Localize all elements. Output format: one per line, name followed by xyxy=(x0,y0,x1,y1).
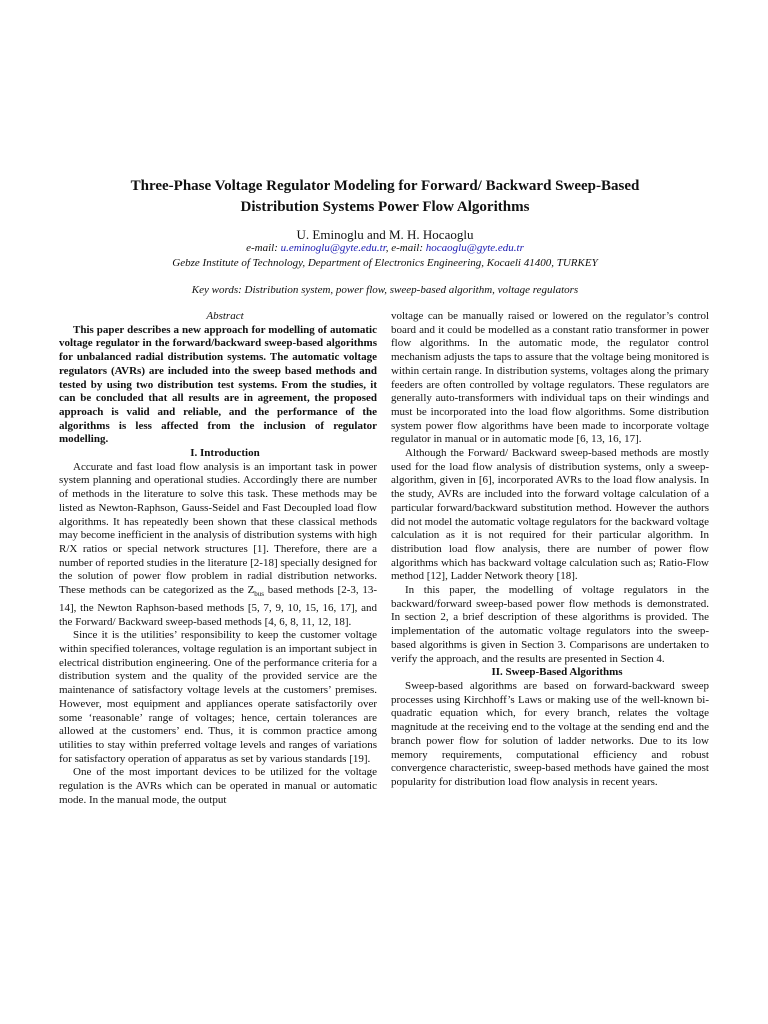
intro-paragraph-2: Since it is the utilities’ responsibility to keep the customer voltage within specified tolerances, voltage regulation is an important subject in electrical distribution engineering. One of the performance criteria for a distribution system and the quality of the provided service are the maintenance of satisfactory voltage levels at the customers’ premises. However, most equipment and appliances operate satisfactorily over some ‘reasonable’ range of voltages; hence, certain tolerances are allowed at the customers’ end. Thus, it is common practice among utilities to stay within preferred voltage levels and ranges of variations for satisfactory operation of apparatus as set by various standards [19]. xyxy=(59,629,377,765)
intro-paragraph-1 xyxy=(59,461,377,630)
author-affiliation: Gebze Institute of Technology, Department of Electronics Engineering, Kocaeli 41400, TURKEY xyxy=(172,257,598,269)
intro-paragraph-3: One of the most important devices to be utilized for the voltage regulation is the AVRs which can be operated in manual or automatic mode. In the manual mode, the output xyxy=(59,766,377,806)
email-link-2[interactable]: hocaoglu@gyte.edu.tr xyxy=(425,242,524,254)
section-2-heading: II. Sweep-Based Algorithms xyxy=(491,666,623,679)
abstract-heading: Abstract xyxy=(206,310,244,322)
intro-p1-text-b: based methods [2-3, 13-14], the Newton Raphson-based methods [5, 7, 9, 10, 15, 16, 17], and the Forward/ Backward sweep-based methods [4, 6, 8, 11, 12, 18]. xyxy=(59,584,378,628)
author-emails xyxy=(90,242,680,254)
paper-title: Three-Phase Voltage Regulator Modeling for Forward/ Backward Sweep-Based Distribution Systems Power Flow Algorithms xyxy=(130,178,640,215)
right-column xyxy=(391,310,709,790)
right-paragraph-3: In this paper, the modelling of voltage regulators in the backward/forward sweep-based power flow methods is demonstrated. In section 2, a brief description of these algorithms is provided. The implementation of the automatic voltage regulators into the sweep-based algorithms is given in Section 3. Comparisons are undertaken to verify the approach, and the results are presented in Section 4. xyxy=(391,584,709,665)
email-separator: , e-mail: xyxy=(385,242,424,254)
intro-p1-text-a: Accurate and fast load flow analysis is an important task in power system planning and operational studies. Accordingly there are number of methods in the literature to solve this task. These methods may be listed as Newton-Raphson, Gauss-Seidel and Fast Decoupled load flow algorithms. It has repeatedly been shown that these classical methods may become inefficient in the analysis of distribution systems with high R/X ratios or special network structures [1]. Therefore, there are a number of reported studies in the literature [2-18] specially designed for the solution of power flow problem in radial distribution networks. These methods can be categorized as the Z xyxy=(59,460,377,597)
section-1-heading: I. Introduction xyxy=(190,447,260,460)
zbus-subscript: bus xyxy=(254,590,265,599)
author-names: U. Eminoglu and M. H. Hocaoglu xyxy=(296,227,474,242)
email-link-1[interactable]: u.eminoglu@gyte.edu.tr xyxy=(280,242,386,254)
right-paragraph-2: Although the Forward/ Backward sweep-based methods are mostly used for the load flow analysis of distribution systems, only a sweep-algorithm, given in [6], incorporated AVRs to the load flow analysis. In the study, AVRs are included into the forward voltage calculation of a particular forward/backward substitution method. However the authors did not model the automatic voltage regulators for the backward voltage calculation as it is not required for their particular algorithm. In distribution load flow analysis, there are number of power flow algorithms which has backward voltage calculation such as; Ratio-Flow method [12], Ladder Network theory [18]. xyxy=(391,447,709,583)
abstract-text: This paper describes a new approach for modelling of automatic voltage regulator in the forward/backward sweep-based algorithms for unbalanced radial distribution systems. The automatic voltage regulators (AVRs) are included into the sweep based methods and tested by using two distribution test systems. From the studies, it can be concluded that all results are in agreement, the proposed approach is valid and reliable, and the performance of the algorithms is less affected from the inclusion of regulator modelling. xyxy=(59,323,377,446)
email-label: e-mail: xyxy=(246,242,278,254)
right-paragraph-1: voltage can be manually raised or lowered on the regulator’s control board and it could be modelled as a constant ratio transformer in power flow algorithms. In the automatic mode, the regulator control mechanism adjusts the taps to assure that the voltage being monitored is within certain range. In distribution systems, voltages along the primary feeders are often controlled by voltage regulators. These regulators are generally auto-transformers with individual taps on their windings and must be incorporated into the load flow algorithms. Some distribution system power flow algorithms have been made to incorporate voltage regulator in manual or in automatic mode [6, 13, 16, 17]. xyxy=(391,310,709,446)
left-column xyxy=(59,310,377,808)
keywords: Key words: Distribution system, power flow, sweep-based algorithm, voltage regulators xyxy=(191,284,579,296)
right-paragraph-4: Sweep-based algorithms are based on forward-backward sweep processes using Kirchhoff’s Laws or making use of the well-known bi-quadratic equation which, for every branch, relates the voltage magnitude at the receiving end to the voltage at the sending end and the branch power flow for solution of ladder networks. Due to its low memory requirements, computational efficiency and robust convergence characteristic, sweep-based methods have gained the most popularity for distribution load flow analysis in recent years. xyxy=(391,679,709,788)
